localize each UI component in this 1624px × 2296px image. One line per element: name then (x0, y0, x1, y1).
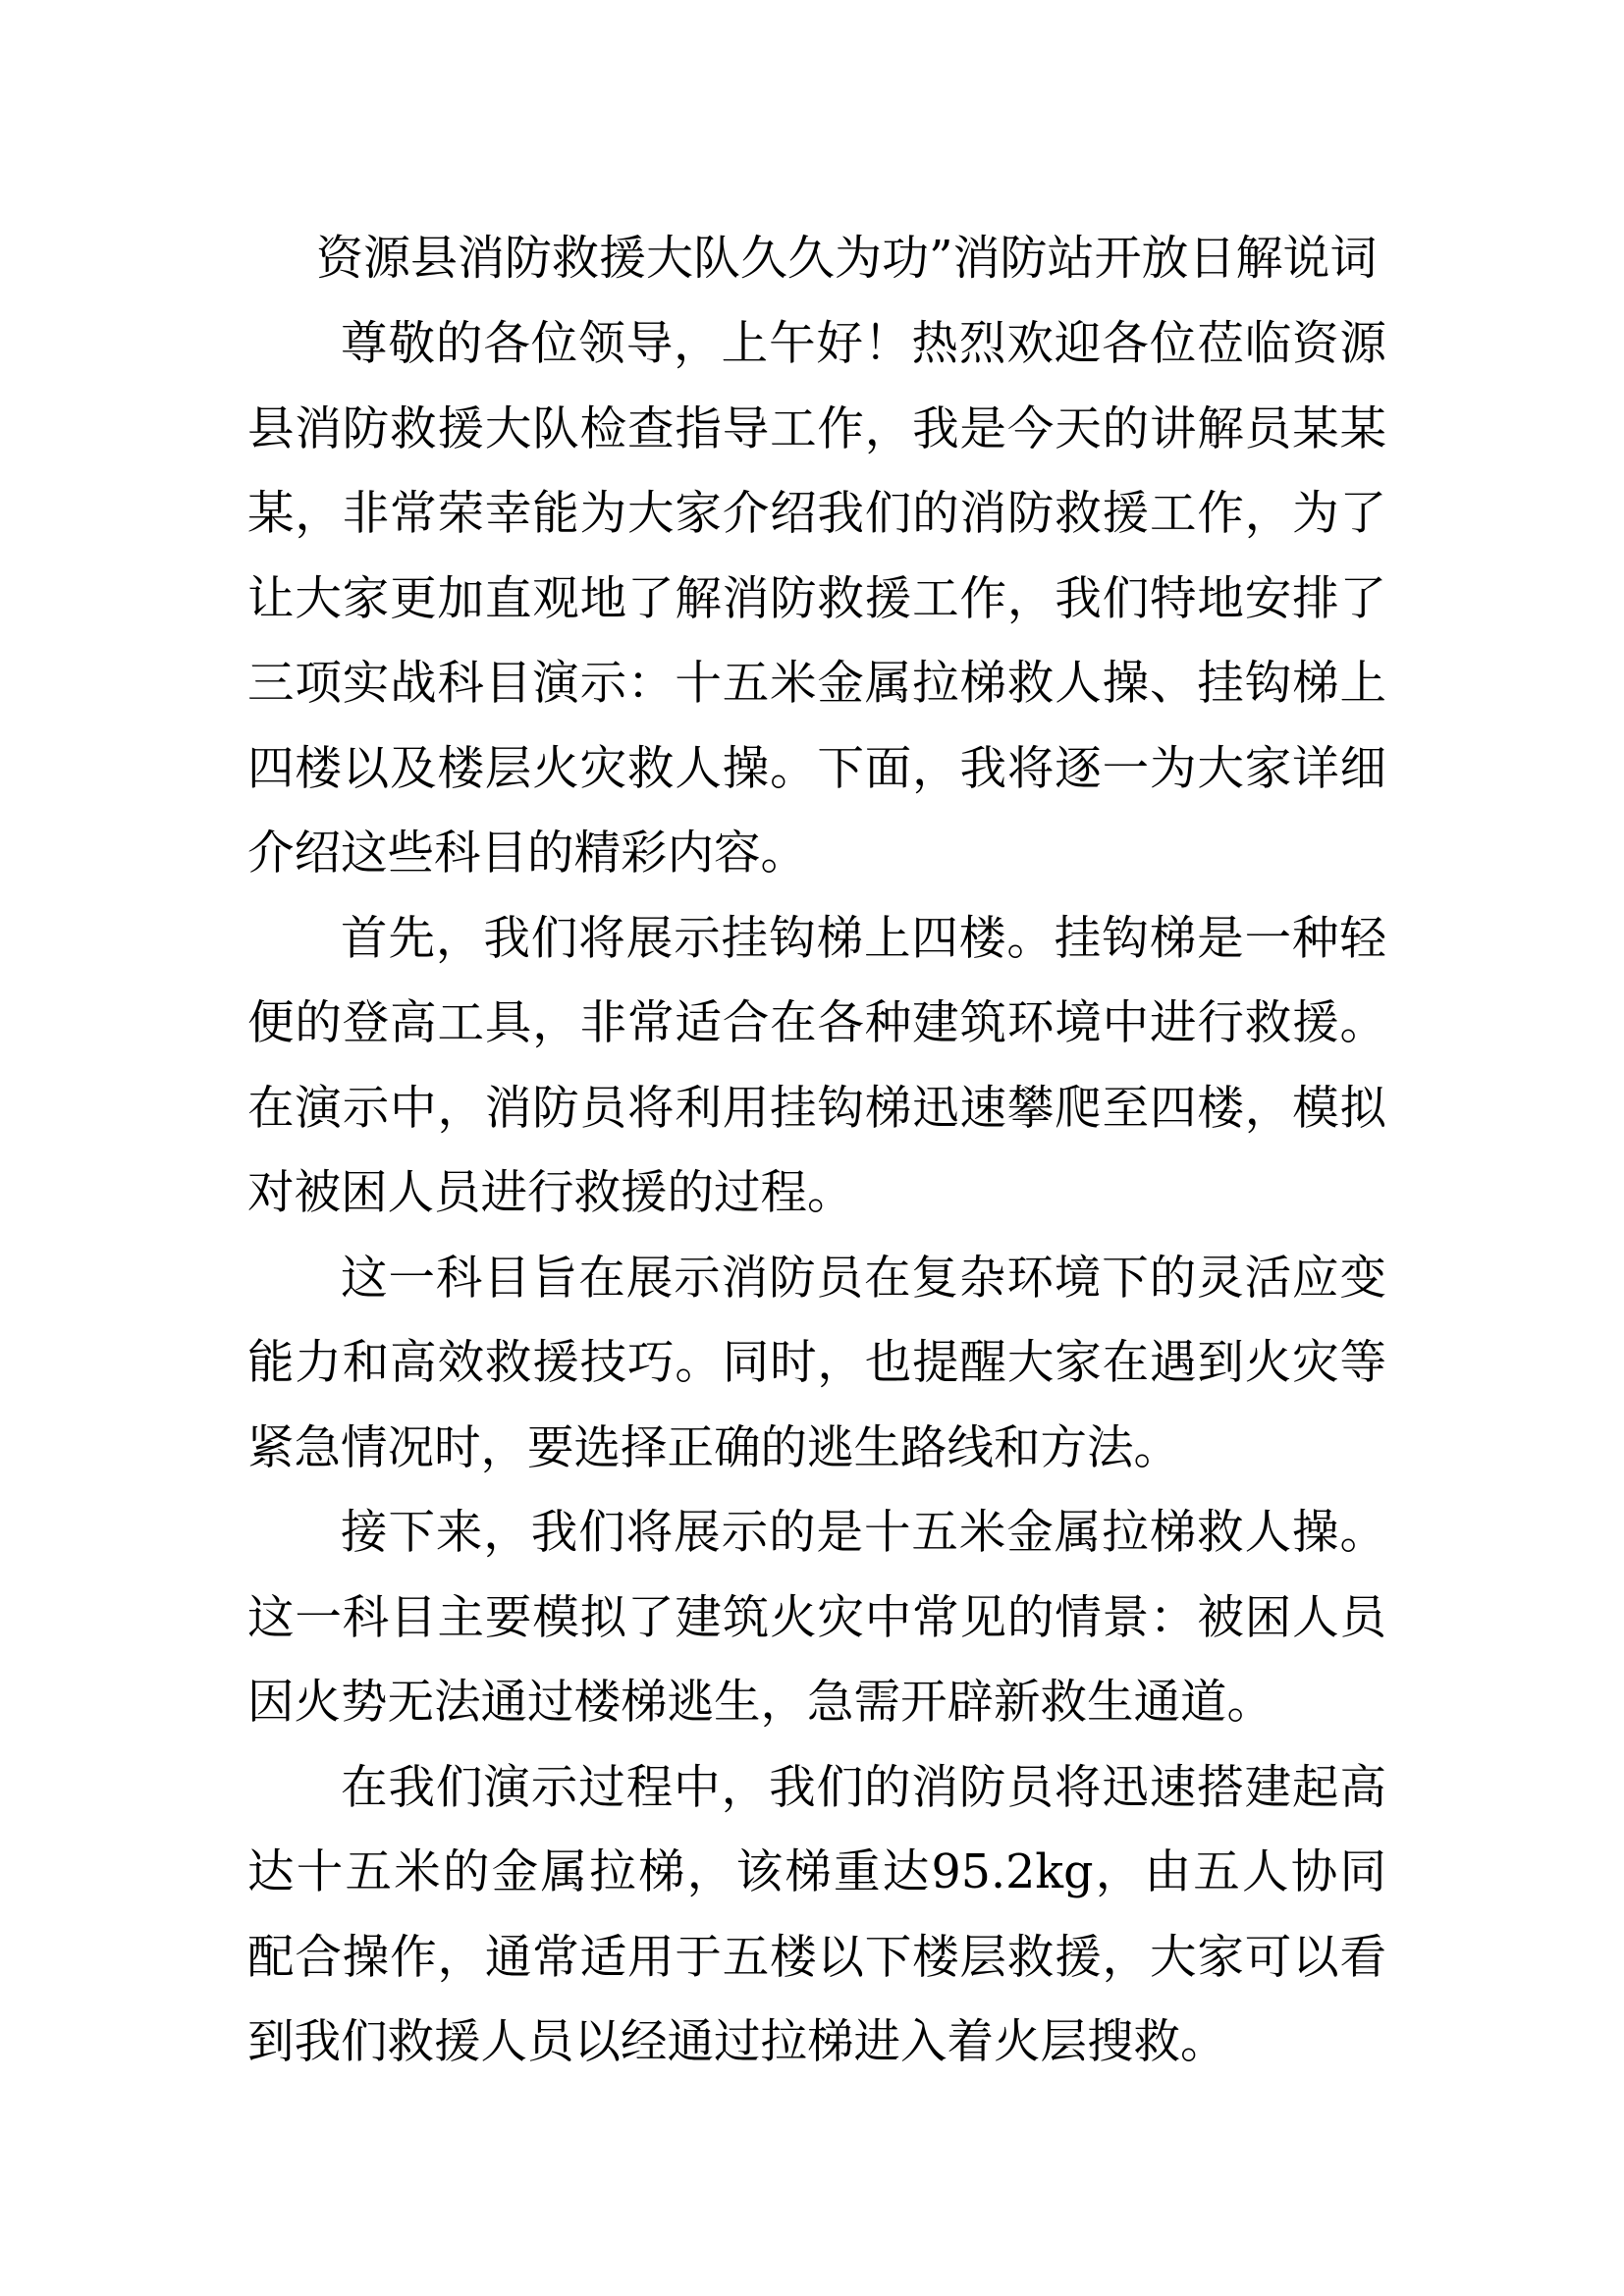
paragraph-metal-ladder-demo: 在我们演示过程中，我们的消防员将迅速搭建起高达十五米的金属拉梯，该梯重达95.2kg，由五人协同配合操作，通常适用于五楼以下楼层救援，大家可以看到我们救援人员以经通过拉梯进入着火层搜救。 (247, 1760, 1386, 2069)
paragraph-greeting: 尊敬的各位领导，上午好！热烈欢迎各位莅临资源县消防救援大队检查指导工作，我是今天的讲解员某某某，非常荣幸能为大家介绍我们的消防救援工作，为了让大家更加直观地了解消防救援工作，我们特地安排了三项实战科目演示：十五米金属拉梯救人操、挂钩梯上四楼以及楼层火灾救人操。下面，我将逐一为大家详细介绍这些科目的精彩内容。 (247, 317, 1386, 881)
document-title: 资源县消防救援大队久久为功”消防站开放日解说词 (316, 231, 1378, 286)
paragraph-hook-ladder-intro: 首先，我们将展示挂钩梯上四楼。挂钩梯是一种轻便的登高工具，非常适合在各种建筑环境中进行救援。在演示中，消防员将利用挂钩梯迅速攀爬至四楼，模拟对被困人员进行救援的过程。 (247, 911, 1386, 1220)
document-body (247, 302, 1386, 2086)
paragraph-hook-ladder-purpose: 这一科目旨在展示消防员在复杂环境下的灵活应变能力和高效救援技巧。同时，也提醒大家在遇到火灾等紧急情况时，要选择正确的逃生路线和方法。 (247, 1251, 1386, 1475)
paragraph-metal-ladder-intro: 接下来，我们将展示的是十五米金属拉梯救人操。这一科目主要模拟了建筑火灾中常见的情景：被困人员因火势无法通过楼梯逃生，急需开辟新救生通道。 (247, 1506, 1386, 1730)
